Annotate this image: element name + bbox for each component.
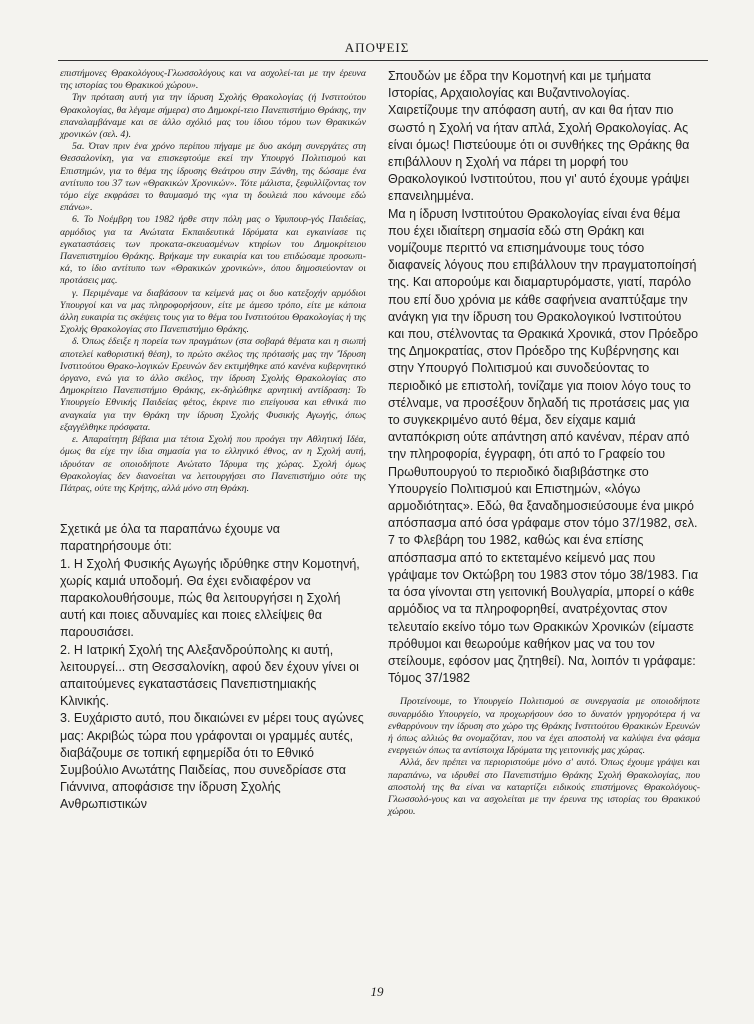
quoted-paragraph: Προτείνουμε, το Υπουργείο Πολιτισμού σε συνεργασία με οποιοδήποτε συναρμόδιο Υπουργείο, να προχωρήσουν όσο το δυνατόν γρηγορότερα ή να ενθαρρύνουν την ίδρυση στο χώρο της Θράκης Ινστιτούτου Θρακικών Ερευνών ή όπως αλλιώς θα ονομαζόταν, που να έχει αποστολή να καλύψει ένα φάσμα ενεργειών όπως τα αντίστοιχα Ιδρύματα της γειτονικής μας χώρας. xyxy=(388,696,700,757)
quoted-paragraph: Αλλά, δεν πρέπει να περιοριστούμε μόνο σ' αυτό. Όπως έχουμε γράψει και παραπάνω, να ιδρυθεί στο Πανεπιστήμιο Θράκης Σχολή Θρακολογίας, που αποστολή της θα είναι να καταρτίζει ειδικούς επιστήμονες Θρακολόγους-Γλωσσολό-γους και να ασχολείται με την έρευνα της ιστορίας του Θρακικού χώρου. xyxy=(388,757,700,818)
quoted-paragraph: επιστήμονες Θρακολόγους-Γλωσσολόγους και να ασχολεί-ται με την έρευνα της ιστορίας του Θρακικού χώρου». xyxy=(60,68,366,92)
left-column xyxy=(60,68,366,814)
quoted-paragraph: 6. Το Νοέμβρη του 1982 ήρθε στην πόλη μας ο Υφυπουρ-γός Παιδείας, αρμόδιος για τα Ανώτατα Εκπαιδευτικά Ιδρύματα και εγκαινίασε τις εγκαταστάσεις των προκατα-σκευασμένων κτηρίων του Δημοκρίτειου Πανεπιστημίου Θράκης. Βρήκαμε την ευκαιρία και του επιδώσαμε προσωπι-κά, το ίδιο αντίτυπο των «Θρακικών χρονικών», όπου δημοσιεύονταν οι προτάσεις μας. xyxy=(60,214,366,287)
header-rule xyxy=(58,60,708,61)
body-paragraph: 1. Η Σχολή Φυσικής Αγωγής ιδρύθηκε στην Κομοτηνή, χωρίς καμιά υποδομή. Θα έχει ενδιαφέρον να παρακολουθήσουμε, πώς θα λειτουργήσει η Σχολή αυτή και ποιες αδυναμίες και ποιες ελλείψεις θα παρουσιάσει. xyxy=(60,556,360,640)
left-italic-block xyxy=(60,68,366,495)
body-paragraph: Σπουδών με έδρα την Κομοτηνή και με τμήματα Ιστορίας, Αρχαιολογίας και Βυζαντινολογίας. Χαιρετίζουμε την απόφαση αυτή, αν και θα ήταν πιο σωστό η Σχολή να ήταν απλά, Σχολή Θρακολογίας. Ας είναι όμως! Πιστεύουμε ότι οι συνθήκες της Θράκης θα επιβάλλουν η Σχολή να πάρει τη μορφή του Θρακολογικού Ινστιτούτου, που γι' αυτό έχουμε γράψει επανειλημμένα. xyxy=(388,69,690,204)
right-column xyxy=(388,68,700,818)
right-italic-block xyxy=(388,696,700,818)
left-body-block xyxy=(60,521,366,813)
body-paragraph: Μα η ίδρυση Ινστιτούτου Θρακολογίας είναι ένα θέμα που έχει ιδιαίτερη σημασία εδώ στη Θράκη και νομίζουμε περιττό να επισημάνουμε τους τόσο διαφανείς λόγους που επιβάλλουν την πραγματοποίησή της. Και απορούμε και διαμαρτυρόμαστε, γιατί, παρόλο που επί δυο χρόνια με κάθε σαφήνεια αναπτύξαμε την ανάγκη για την ίδρυση του Θρακολογικού Ινστιτούτου και που, στέλνοντας τα Θρακικά Χρονικά, στον Πρόεδρο της Δημοκρατίας, στον Πρόεδρο της Κυβέρνησης και στην Υπουργό Πολιτισμού και συνοδεύοντας το περιοδικό με επιστολή, τονίζαμε για ποιον λόγο τους το στέλναμε, να προσέξουν δηλαδή τις προτάσεις μας για το συγκεκριμένο αυτό θέμα, δεν είχαμε καμιά ανταπόκριση ούτε απάντηση από κανέναν, πέραν από την πληροφορία, έγγραφη, ότι από το Γραφείο του Πρωθυπουργού το περιοδικό διαβιβάστηκε στο Υπουργείο Πολιτισμού και Επιστημών, «λόγω αρμοδιότητας». Εδώ, θα ξαναδημοσιεύσουμε ένα μικρό απόσπασμα από όσα γράφαμε στον τόμο 37/1982, σελ. 7 το Φλεβάρη του 1982, καθώς και ένα επίσης απόσπασμα από το εκτεταμένο κείμενό μας που γράψαμε τον Οκτώβρη του 1983 στον τόμο 38/1983. Για τα όσα γίνονται στη γειτονική Βουλγαρία, μπορεί ο κάθε αρμόδιος να τα πληροφορηθεί, ανατρέχοντας στον τελευταίο εκείνο τόμο των Θρακικών Χρονικών (είμαστε πρόθυμοι και θεωρούμε καθήκον μας να του τον στείλουμε, εφόσον μας ζητηθεί). Να, λοιπόν τι γράφαμε: Τόμος 37/1982 xyxy=(388,206,699,686)
quoted-paragraph: γ. Περιμέναμε να διαβάσουν τα κείμενά μας οι δυο κατεξοχήν αρμόδιοι Υπουργοί και να μας πληροφορήσουν, είτε με άμεσο τρόπο, είτε με κάποια άλλη ευκαιρία τις σκέψεις τους για το θέμα του Ινστιτούτου Θρακολογίας ή της Σχολής Θρακολογίας στο Πανεπιστήμιο Θράκης. xyxy=(60,287,366,336)
page-header: ΑΠΟΨΕΙΣ xyxy=(344,40,410,55)
body-paragraph: 2. Η Ιατρική Σχολή της Αλεξανδρούπολης κι αυτή, λειτουργεί... στη Θεσσαλονίκη, αφού δεν έχουν γίνει οι απαιτούμενες εγκαταστάσεις Πανεπιστημιακής Κλινικής. xyxy=(60,642,359,709)
page-number: 19 xyxy=(370,984,384,999)
body-paragraph: 3. Ευχάριστο αυτό, που δικαιώνει εν μέρει τους αγώνες μας: Ακριβώς τώρα που γράφονται οι γραμμές αυτές, διαβάζουμε σε τοπική εφημερίδα ότι το Εθνικό Συμβούλιο Ανωτάτης Παιδείας, που συνεδρίασε στα Γιάννινα, αποφάσισε την ίδρυση Σχολής Ανθρωπιστικών xyxy=(60,711,364,812)
quoted-paragraph: Την πρόταση αυτή για την ίδρυση Σχολής Θρακολογίας (ή Ινστιτούτου Θρακολογίας, θα λέγαμε σήμερα) στο Δημοκρί-τειο Πανεπιστήμιο Θράκης, την επαναλαμβάναμε και σε άλλο σχόλιό μας του ίδιου τόμου των Θρακικών χρονικών (σελ. 4). xyxy=(60,92,366,141)
right-body-block xyxy=(388,68,700,687)
body-paragraph: Σχετικά με όλα τα παραπάνω έχουμε να παρατηρήσουμε ότι: xyxy=(60,522,281,554)
quoted-paragraph: 5α. Όταν πριν ένα χρόνο περίπου πήγαμε με δυο ακόμη συνεργάτες στη Θεσσαλονίκη, για να επισκεφτούμε εκεί την Υπουργό Πολιτισμού και Επιστημών, για το θέμα της ίδρυσης Θεάτρου στην Ξάνθη, της δώσαμε ένα αντίτυπο του 37 των «Θρακικών Χρονικών». Τότε μάλιστα, ξεφυλλίζοντας τον τόμο είχε εκφράσει το θαυμασμό της «για τη δουλειά που κάνουμε εδώ επάνω». xyxy=(60,141,366,214)
quoted-paragraph: ε. Απαραίτητη βέβαια μια τέτοια Σχολή που προάγει την Αθλητική Ιδέα, όμως θα είχε την ίδια σημασία για το ελληνικό έθνος, αν η Σχολή αυτή, ιδρυόταν σε οποιοδήποτε Ανώτατο Ίδρυμα της χώρας. Σχολή όμως Θρακολογίας δεν διανοείται να λειτουργήσει στο Πανεπιστήμιο ούτε της Πάτρας, ούτε της Κρήτης, αλλά μόνο στη Θράκη. xyxy=(60,434,366,494)
quoted-paragraph: δ. Όπως έδειξε η πορεία των πραγμάτων (στα σοβαρά θέματα και η σιωπή αποτελεί καθοριστική θέση), το πρώτο σκέλος της πρότασής μας την 'Ίδρυση Ινστιτούτου Θρακο-λογικών Ερευνών δεν εκτιμήθηκε από κανένα κυβερνητικό όργανο, ενώ για το άλλο σκέλος, την ίδρυση Σχολής Θρακολογίας στο Δημοκρίτειο Πανεπιστήμιο Θράκης, εκ-δηλώθηκε αρνητική αντίδραση: Το Υπουργείο Εθνικής Παιδείας φέτος, έκρινε πιο επείγουσα και εθνικά πιο αναγκαία για την Θράκη την ίδρυση Σχολής Φυσικής Αγωγής, όπως εξαγγέλθηκε πρόσφατα. xyxy=(60,336,366,433)
